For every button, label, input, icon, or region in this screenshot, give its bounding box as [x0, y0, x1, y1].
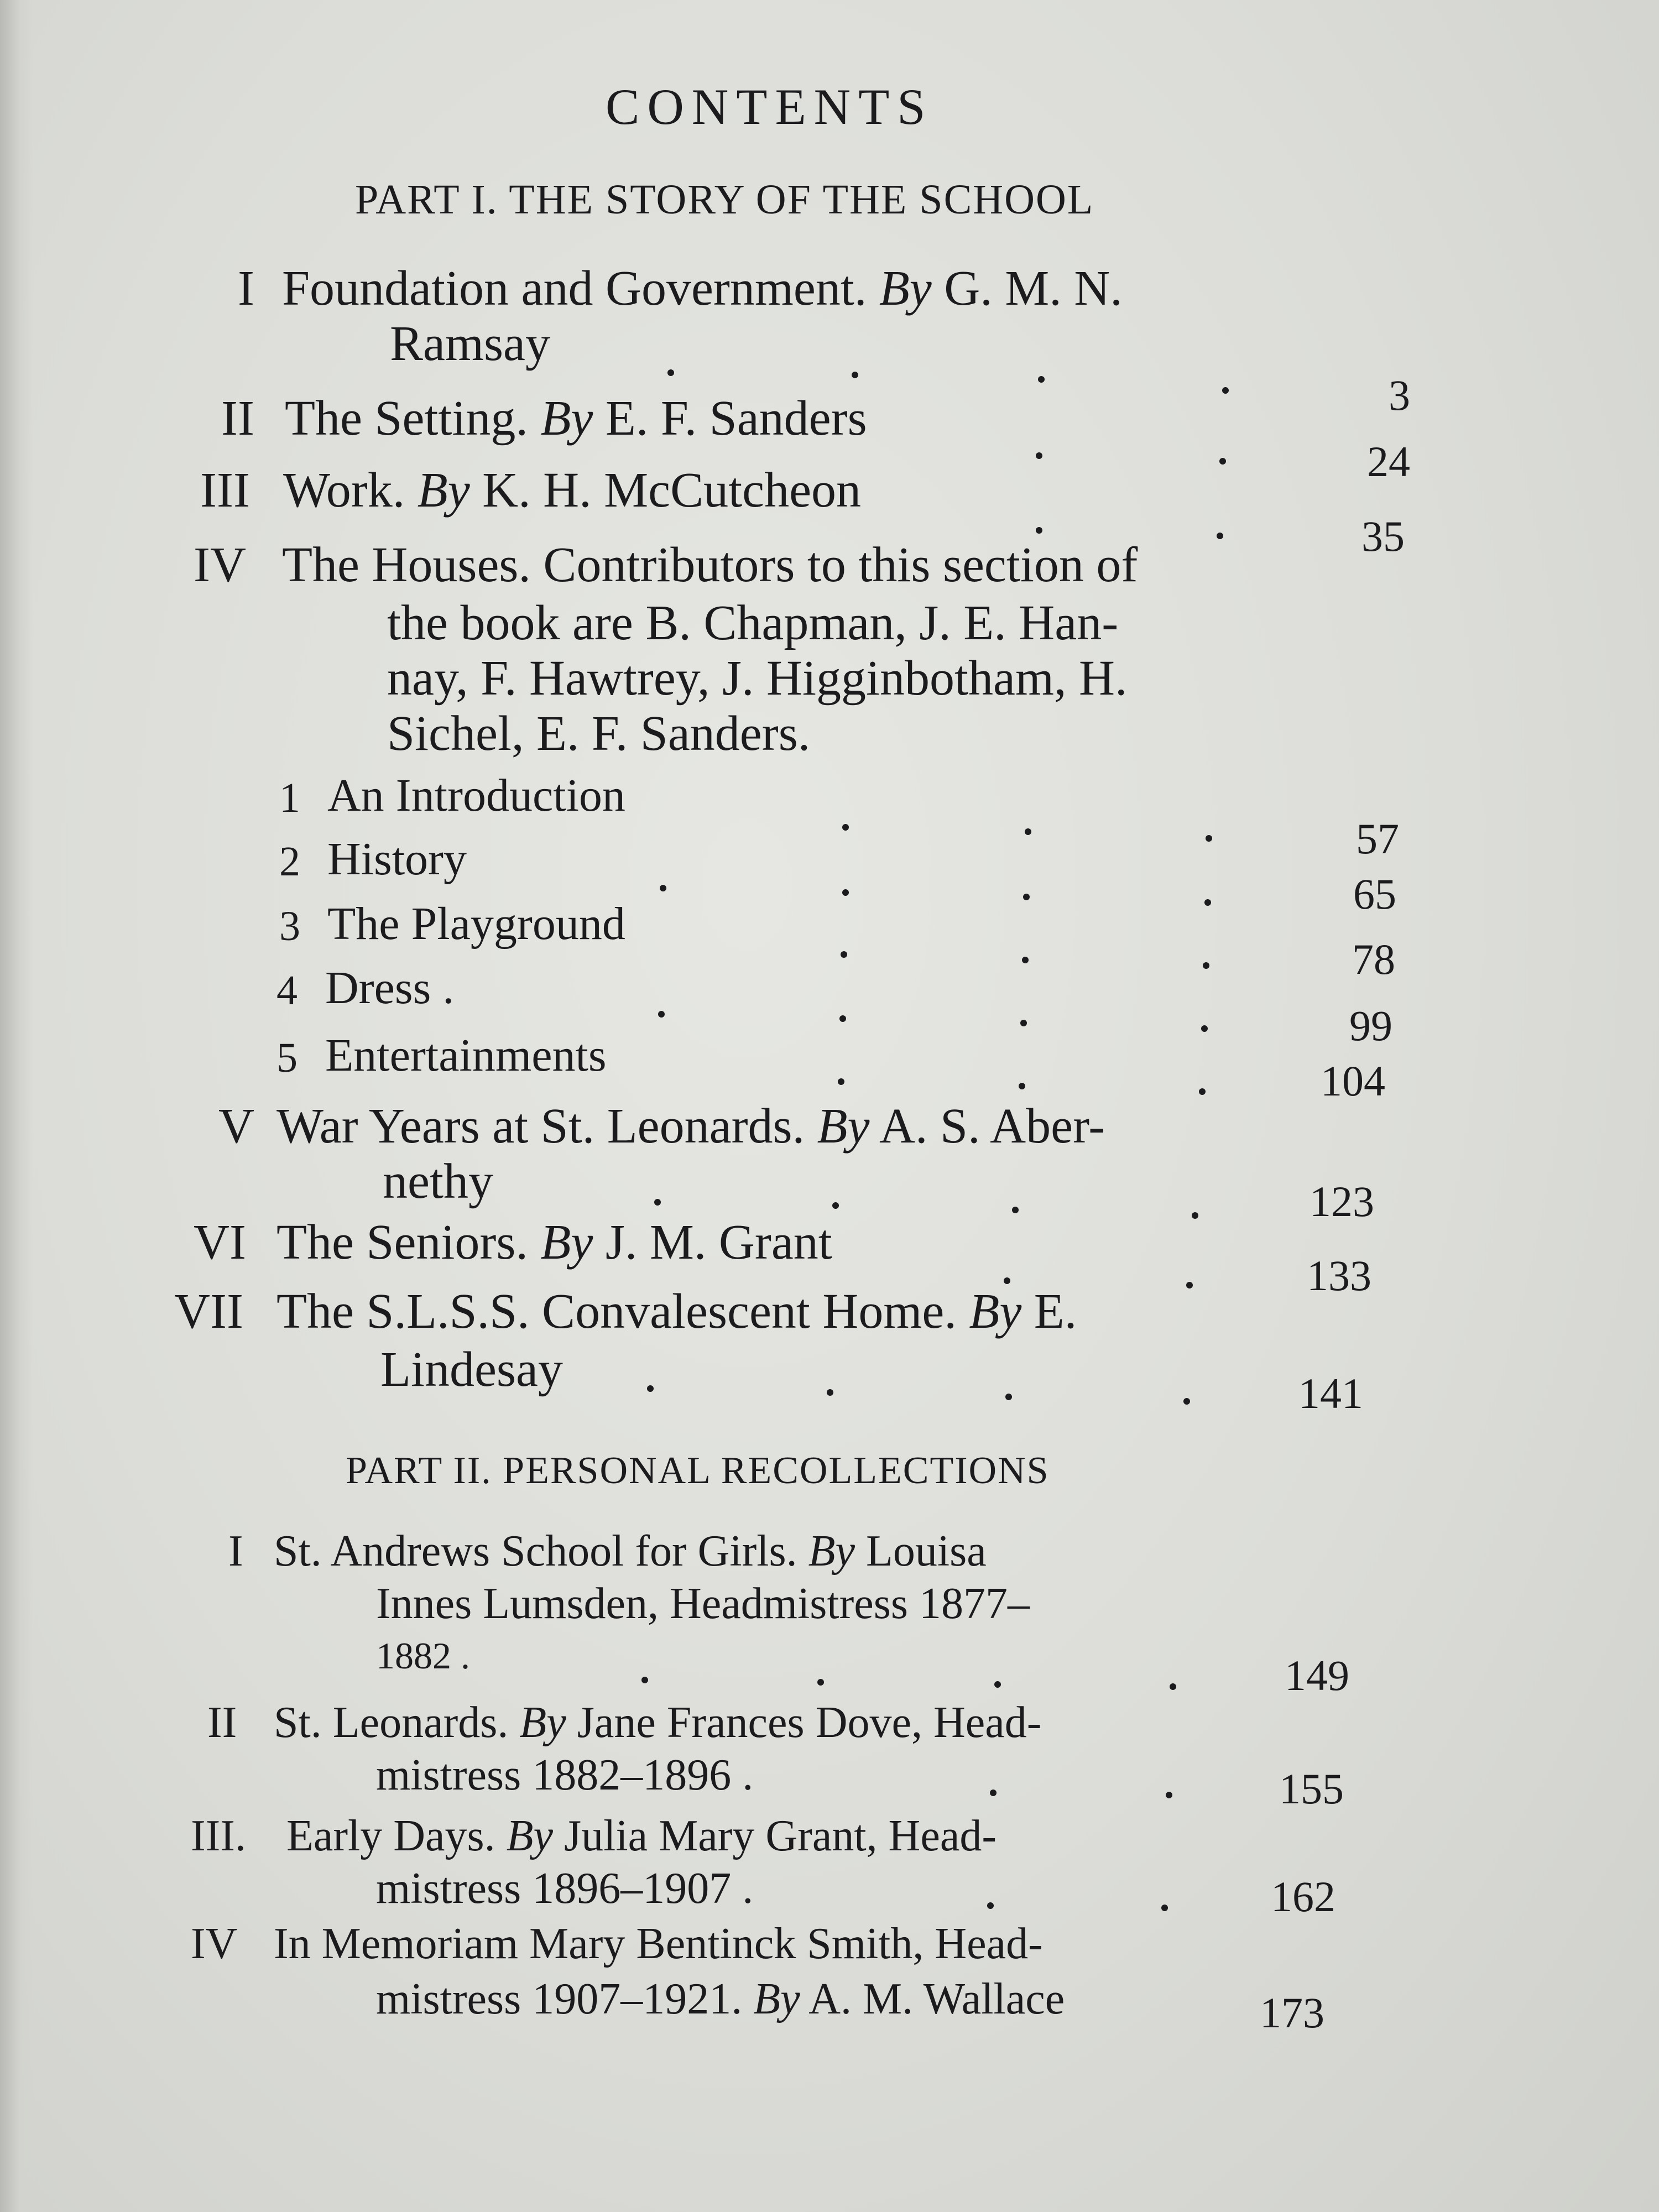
house-2-page: 65	[1353, 870, 1396, 918]
house-3-label: The Playground	[327, 898, 625, 950]
recollection-1-numeral: I	[228, 1527, 243, 1575]
leader-dot	[852, 372, 858, 378]
leader-dot	[1186, 1282, 1193, 1288]
chapter-4-contributors-line-2: the book are B. Chapman, J. E. Han-	[387, 596, 1119, 650]
recollection-2-numeral: II	[207, 1698, 237, 1747]
recollection-2-page: 155	[1279, 1765, 1344, 1813]
leader-dot	[1038, 376, 1045, 383]
part-2-heading: PART II. PERSONAL RECOLLECTIONS	[346, 1449, 1050, 1492]
recollection-3-line-2: mistress 1896–1907 .	[376, 1864, 754, 1913]
page-edge-shadow	[0, 0, 33, 2212]
chapter-4-contributors-line-3: nay, F. Hawtrey, J. Higginbotham, H.	[387, 651, 1128, 706]
leader-dot	[1036, 527, 1042, 534]
chapter-5-title: War Years at St. Leonards. By A. S. Aber-	[276, 1099, 1105, 1154]
chapter-1-author-cont: Ramsay	[390, 316, 550, 371]
chapter-3-numeral: III	[200, 463, 250, 518]
chapter-7-page: 141	[1298, 1369, 1363, 1417]
leader-dot	[1161, 1905, 1168, 1911]
house-1-number: 1	[279, 775, 300, 821]
house-1-page: 57	[1356, 815, 1399, 863]
chapter-5-numeral: V	[218, 1099, 254, 1154]
recollection-4-title: In Memoriam Mary Bentinck Smith, Head-	[274, 1919, 1043, 1968]
chapter-2-title: The Setting. By E. F. Sanders	[285, 391, 867, 446]
leader-dot	[987, 1902, 994, 1909]
recollection-3-numeral: III.	[191, 1812, 246, 1860]
house-3-page: 78	[1352, 935, 1395, 983]
leader-dot	[1022, 957, 1029, 963]
house-4-number: 4	[276, 967, 298, 1014]
leader-dot	[1206, 835, 1212, 842]
chapter-6-title: The Seniors. By J. M. Grant	[276, 1215, 832, 1270]
recollection-3-page: 162	[1271, 1872, 1335, 1921]
leader-dot	[1036, 452, 1042, 459]
leader-dot	[654, 1199, 661, 1206]
house-2-number: 2	[279, 838, 300, 885]
leader-dot	[827, 1389, 833, 1396]
chapter-2-page: 24	[1367, 437, 1410, 486]
recollection-2-title: St. Leonards. By Jane Frances Dove, Head-	[274, 1698, 1042, 1747]
chapter-2-numeral: II	[221, 391, 254, 446]
recollection-1-page: 149	[1285, 1651, 1349, 1699]
chapter-1-title: Foundation and Government. By G. M. N.	[282, 261, 1123, 316]
house-5-number: 5	[276, 1035, 298, 1081]
leader-dot	[994, 1681, 1001, 1688]
leader-dot	[667, 369, 674, 376]
recollection-1-line-3: 1882 .	[376, 1635, 470, 1677]
house-4-page: 99	[1349, 1001, 1392, 1050]
leader-dot	[842, 889, 849, 896]
house-2-label: History	[327, 833, 467, 885]
leader-dot	[1170, 1683, 1176, 1690]
leader-dot	[1217, 533, 1223, 539]
chapter-7-author-cont: Lindesay	[380, 1342, 563, 1397]
leader-dot	[990, 1790, 997, 1796]
leader-dot	[839, 1015, 846, 1022]
leader-dot	[1019, 1083, 1025, 1089]
recollection-4-page: 173	[1260, 1989, 1324, 2037]
leader-dot	[641, 1677, 648, 1683]
leader-dot	[817, 1679, 824, 1686]
chapter-7-title: The S.L.S.S. Convalescent Home. By E.	[276, 1284, 1077, 1339]
leader-dot	[1199, 1088, 1206, 1095]
recollection-2-line-2: mistress 1882–1896 .	[376, 1751, 754, 1799]
recollection-1-title: St. Andrews School for Girls. By Louisa	[274, 1527, 987, 1575]
leader-dot	[1203, 962, 1209, 969]
leader-dot	[1192, 1212, 1198, 1219]
leader-dot	[842, 824, 849, 831]
leader-dot	[1204, 899, 1211, 906]
part-1-heading: PART I. THE STORY OF THE SCHOOL	[355, 176, 1094, 223]
leader-dot	[832, 1202, 839, 1209]
leader-dot	[1219, 458, 1226, 465]
chapter-6-numeral: VI	[194, 1215, 246, 1270]
leader-dot	[1012, 1207, 1019, 1213]
recollection-3-title: Early Days. By Julia Mary Grant, Head-	[286, 1812, 997, 1860]
chapter-1-numeral: I	[238, 261, 254, 316]
leader-dot	[1020, 1020, 1027, 1026]
chapter-6-page: 133	[1307, 1251, 1371, 1300]
chapter-3-page: 35	[1361, 512, 1405, 560]
page-title: CONTENTS	[606, 79, 933, 135]
leader-dot	[660, 885, 666, 891]
leader-dot	[1183, 1398, 1190, 1405]
house-1-label: An Introduction	[327, 770, 625, 821]
recollection-1-line-2: Innes Lumsden, Headmistress 1877–	[376, 1579, 1030, 1628]
recollection-4-numeral: IV	[191, 1919, 238, 1968]
house-5-label: Entertainments	[325, 1030, 607, 1081]
leader-dot	[658, 1011, 665, 1018]
chapter-1-page: 3	[1389, 371, 1410, 419]
leader-dot	[841, 951, 847, 958]
chapter-4-numeral: IV	[194, 538, 246, 592]
chapter-4-contributors-line-4: Sichel, E. F. Sanders.	[387, 706, 811, 761]
house-3-number: 3	[279, 903, 300, 950]
leader-dot	[1222, 387, 1229, 394]
leader-dot	[838, 1078, 844, 1085]
chapter-5-page: 123	[1310, 1177, 1374, 1225]
leader-dot	[1201, 1025, 1208, 1032]
leader-dot	[1025, 828, 1031, 835]
chapter-3-title: Work. By K. H. McCutcheon	[283, 463, 862, 518]
leader-dot	[1023, 894, 1030, 900]
leader-dot	[1005, 1394, 1012, 1400]
house-5-page: 104	[1321, 1057, 1385, 1105]
leader-dot	[647, 1385, 654, 1392]
chapter-4-title: The Houses. Contributors to this section of	[282, 538, 1138, 592]
chapter-7-numeral: VII	[174, 1284, 243, 1339]
recollection-4-line-2: mistress 1907–1921. By A. M. Wallace	[376, 1975, 1065, 2023]
chapter-5-author-cont: nethy	[383, 1154, 493, 1209]
leader-dot	[1166, 1792, 1172, 1798]
house-4-label: Dress .	[325, 962, 455, 1014]
